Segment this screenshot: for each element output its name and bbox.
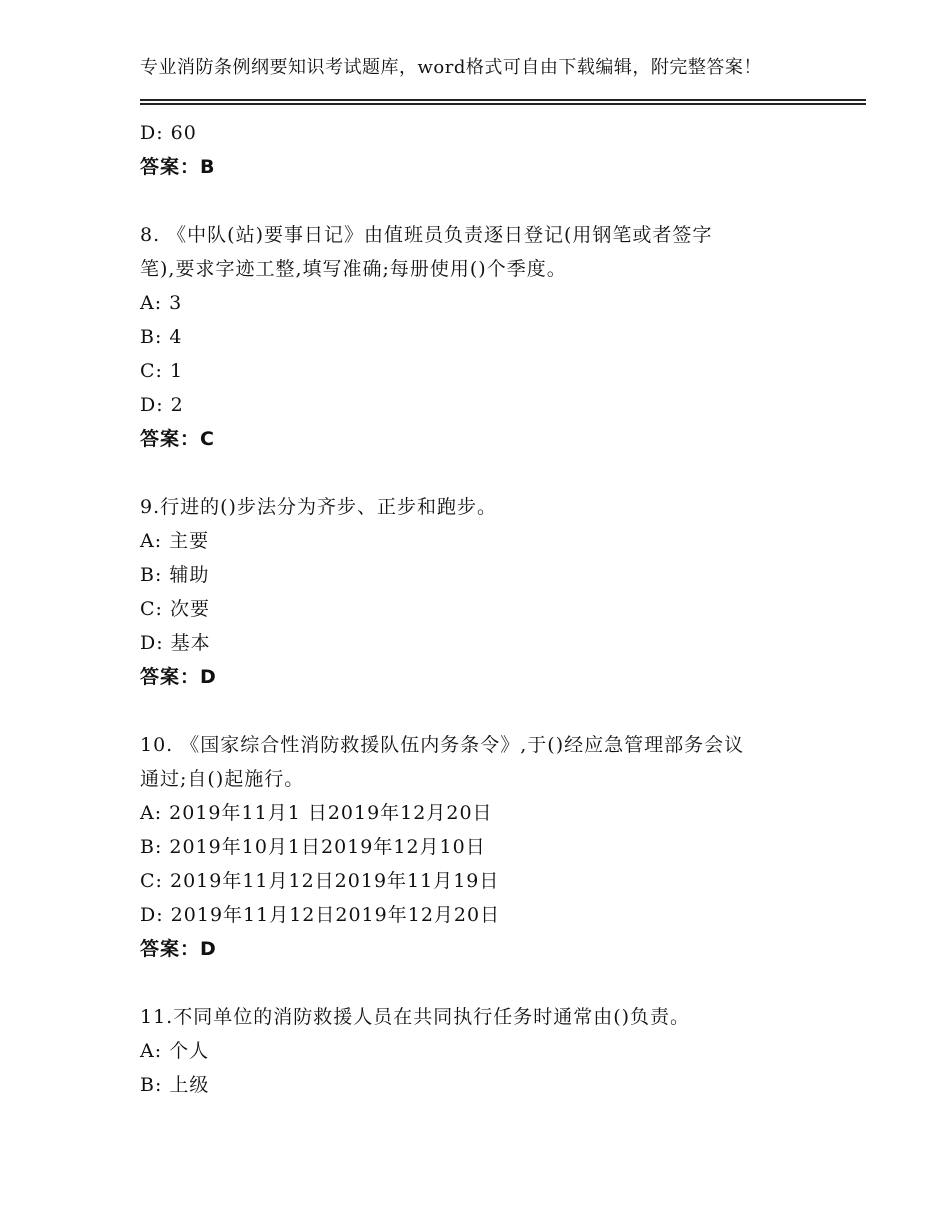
option-d: D: 60 bbox=[140, 122, 197, 144]
option-d: D: 2 bbox=[140, 394, 184, 416]
option-b: B: 2019年10月1日2019年12月10日 bbox=[140, 836, 486, 858]
option-b: B: 辅助 bbox=[140, 564, 210, 586]
option-a: A: 个人 bbox=[140, 1040, 210, 1062]
answer-line: 答案：D bbox=[140, 938, 217, 960]
question-9 bbox=[140, 490, 840, 694]
option-c: C: 1 bbox=[140, 360, 184, 382]
answer-line: 答案：D bbox=[140, 666, 217, 688]
question-text: 笔),要求字迹工整,填写准确;每册使用()个季度。 bbox=[140, 258, 567, 280]
question-text: 10. 《国家综合性消防救援队伍内务条令》,于()经应急管理部务会议 bbox=[140, 734, 745, 756]
question-10 bbox=[140, 728, 840, 966]
question-text: 通过;自()起施行。 bbox=[140, 768, 305, 790]
option-a: A: 3 bbox=[140, 292, 183, 314]
option-d: D: 2019年11月12日2019年12月20日 bbox=[140, 904, 501, 926]
page-header: 专业消防条例纲要知识考试题库，word格式可自由下载编辑，附完整答案！ bbox=[140, 57, 762, 78]
question-8 bbox=[140, 218, 840, 456]
header-rule-top bbox=[140, 99, 866, 101]
spacer bbox=[140, 456, 840, 490]
option-d: D: 基本 bbox=[140, 632, 211, 654]
answer-line: 答案：B bbox=[140, 156, 216, 178]
question-text: 11.不同单位的消防救援人员在共同执行任务时通常由()负责。 bbox=[140, 1006, 691, 1028]
option-a: A: 2019年11月1 日2019年12月20日 bbox=[140, 802, 493, 824]
option-c: C: 2019年11月12日2019年11月19日 bbox=[140, 870, 500, 892]
spacer bbox=[140, 184, 840, 218]
question-11 bbox=[140, 1000, 840, 1102]
document-body bbox=[140, 116, 840, 1102]
option-b: B: 上级 bbox=[140, 1074, 210, 1096]
answer-line: 答案：C bbox=[140, 428, 215, 450]
spacer bbox=[140, 966, 840, 1000]
option-a: A: 主要 bbox=[140, 530, 210, 552]
question-text: 8. 《中队(站)要事日记》由值班员负责逐日登记(用钢笔或者签字 bbox=[140, 224, 713, 246]
option-c: C: 次要 bbox=[140, 598, 210, 620]
question-text: 9.行进的()步法分为齐步、正步和跑步。 bbox=[140, 496, 497, 518]
header-rule-bottom bbox=[140, 103, 866, 105]
option-b: B: 4 bbox=[140, 326, 183, 348]
spacer bbox=[140, 694, 840, 728]
